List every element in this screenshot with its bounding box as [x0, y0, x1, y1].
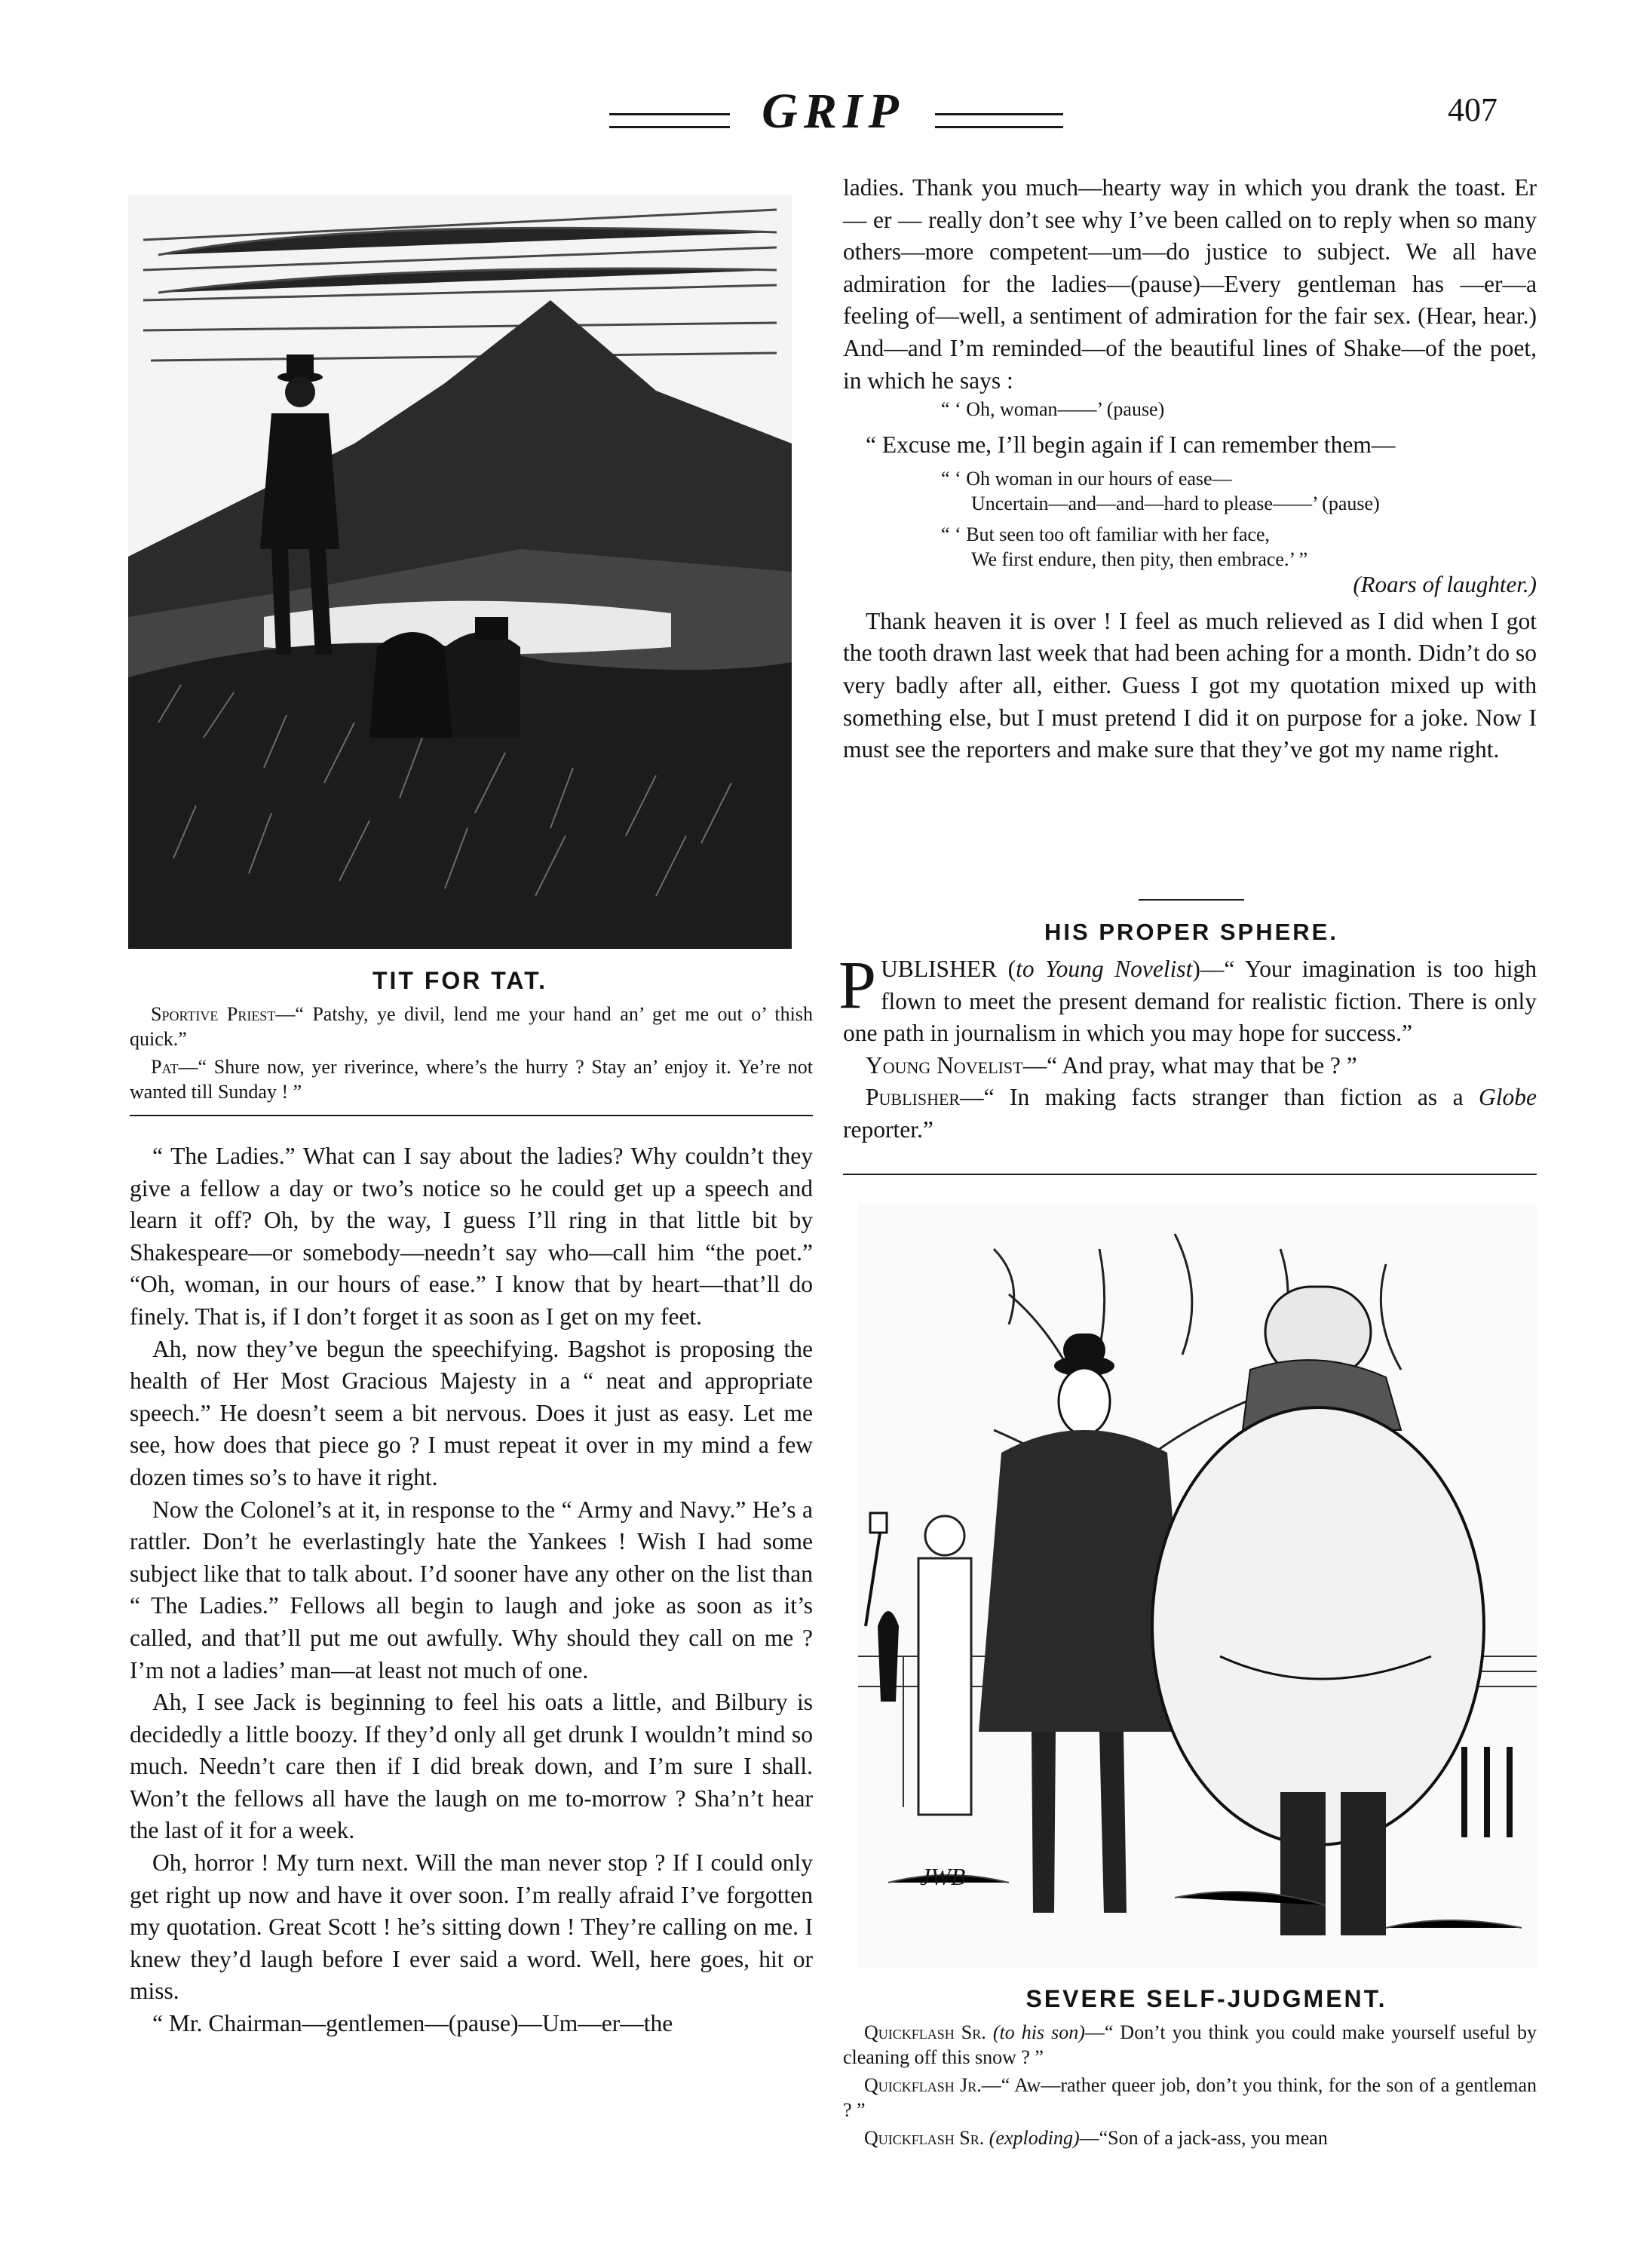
tit-for-tat-line-1	[130, 1002, 813, 1051]
his-proper-sphere-title: HIS PROPER SPHERE.	[1044, 919, 1338, 945]
divider-right-1	[1139, 899, 1244, 901]
left-paragraph-1: “ The Ladies.” What can I say about the ladies? Why couldn’t they give a fellow a day or two’s notice so he could get up a speech and learn it off? Oh, by the way, I guess I’ll ring in that little bit by Shakespeare—or somebody—needn’t say who—call him “the poet.” “Oh, woman, in our hours of ease.” I know that by heart—that’ll do finely. That is, if I don’t forget it as soon as I get on my feet.	[130, 1143, 813, 1330]
illustration-severe-self-judgment	[858, 1204, 1537, 1969]
masthead-title: GRIP	[762, 84, 905, 139]
self-judgment-drawing	[858, 1204, 1537, 1969]
illustration-tit-for-tat	[128, 195, 792, 949]
hps-paragraph-2	[843, 1050, 1537, 1082]
hps-p1-italic: to Young Novelist	[1016, 956, 1193, 982]
verse-2-line-1: “ ‘ Oh woman in our hours of ease—	[941, 467, 1232, 490]
left-paragraph-6: “ Mr. Chairman—gentlemen—(pause)—Um—er—the	[152, 2010, 673, 2037]
divider-right-2	[843, 1174, 1537, 1175]
tit-for-tat-title: TIT FOR TAT.	[372, 967, 548, 994]
tit-for-tat-dialogue	[130, 1002, 813, 1107]
verse-3-line-3: (Roars of laughter.)	[1353, 570, 1537, 597]
masthead-rule-left	[609, 113, 730, 128]
left-column	[130, 1140, 813, 2040]
verse-1	[843, 397, 1537, 422]
left-paragraph-4: Ah, I see Jack is beginning to feel his oats a little, and Bilbury is decidedly a little boozy. If they’d only all get drunk I wouldn’t mind so much. Needn’t care then if I did break down, and I’m sure I shall. Won’t the fellows all have the laugh on me to-morrow ? Sha’n’t hear the last of it for a week.	[130, 1689, 813, 1844]
tit-for-tat-drawing	[128, 195, 792, 949]
line-1-text: —“ Patshy, ye divil, lend me your hand an’ get me out o’ thish quick.”	[130, 1003, 813, 1050]
self-judgment-title: SEVERE SELF-JUDGMENT.	[1025, 1985, 1387, 2012]
verse-3-line-2: We first endure, then pity, then embrace.’ ”	[971, 548, 1308, 570]
speaker-quickflash-jr: Quickflash Jr.	[864, 2074, 982, 2096]
speaker-sportive-priest: Sportive Priest	[151, 1003, 276, 1025]
speaker-young-novelist: Young Novelist	[866, 1051, 1023, 1079]
signature-jwb: JWB	[920, 1863, 966, 1890]
left-paragraph-5: Oh, horror ! My turn next. Will the man never stop ? If I could only get right up now and have it over soon. I’m really afraid I’ve forgotten my quotation. Great Scott ! he’s sitting down ! They’re calling on me. I knew they’d laugh before I ever said a word. Well, here goes, hit or miss.	[130, 1849, 813, 2005]
hps-p1-b: )—“ Your imagination is too high flown to meet the present demand for realistic fiction. There is only one path in journalism in which you may hope for success.”	[843, 956, 1537, 1047]
self-judgment-dialogue	[843, 2020, 1537, 2153]
page-number: 407	[1448, 91, 1498, 128]
line-1-text: —“ Don’t you think you could make yourself useful by cleaning off this snow ? ”	[843, 2021, 1537, 2068]
speaker-pat: Pat	[151, 1056, 179, 1078]
right-column	[843, 172, 1537, 766]
verse-1-line: “ ‘ Oh, woman——’ (pause)	[941, 398, 1165, 421]
hps-paragraph-3	[843, 1082, 1537, 1146]
hps-p2-text: —“ And pray, what may that be ? ”	[1022, 1051, 1357, 1079]
self-judgment-line-3	[843, 2125, 1537, 2150]
tit-for-tat-line-2	[130, 1054, 813, 1104]
hps-paragraph-1	[838, 948, 1537, 1050]
right-paragraph-1: ladies. Thank you much—hearty way in which you drank the toast. Er — er — really don’t see why I’ve been called on to reply when so many others—more competent—um—do justice to subject. We all have admiration for the ladies—(pause)—Every gentleman has —er—a feeling of—well, a sentiment of admiration for the fair sex. (Hear, hear.) And—and I’m reminded—of the beautiful lines of Shake—of the poet, in which he says :	[843, 174, 1537, 394]
masthead	[0, 83, 1637, 151]
line-3-text: —“Son of a jack-ass, you mean	[1079, 2127, 1328, 2149]
divider-left-top	[130, 1115, 813, 1116]
drop-cap: P	[838, 948, 877, 1023]
right-paragraph-2: “ Excuse me, I’ll begin again if I can remember them—	[866, 431, 1396, 459]
hps-p3-a: —“ In making facts stranger than fiction as a	[960, 1084, 1479, 1111]
right-paragraph-3: Thank heaven it is over ! I feel as much relieved as I did when I got the tooth drawn last week that had been aching for a month. Didn’t do so very badly after all, either. Guess I got my quotation mixed up with something else, but I must pretend I did it on purpose for a joke. Now I must see the reporters and make sure that they’ve got my name right.	[843, 607, 1537, 763]
verse-2	[843, 466, 1537, 516]
line-1-italic: (to his son)	[992, 2021, 1085, 2043]
verse-2-line-2: Uncertain—and—and—hard to please——’ (pause)	[971, 492, 1380, 514]
left-paragraph-2: Ah, now they’ve begun the speechifying. Bagshot is proposing the health of Her Most Gracious Majesty in a “ neat and appropriate speech.” He doesn’t seem a bit nervous. Does it just as easy. Let me see, how does that piece go ? I must repeat it over in my mind a few dozen times so’s to have it right.	[130, 1335, 813, 1490]
speaker-publisher: Publisher	[866, 1084, 961, 1111]
hps-p3-italic: Globe	[1479, 1084, 1537, 1111]
line-2-text: —“ Aw—rather queer job, don’t you think, for the son of a gentleman ? ”	[843, 2074, 1537, 2121]
verse-3-line-1: “ ‘ But seen too oft familiar with her face,	[941, 523, 1271, 545]
left-paragraph-3: Now the Colonel’s at it, in response to the “ Army and Navy.” He’s a rattler. Don’t he everlastingly hate the Yankees ! Wish I had some subject like that to talk about. I’d sooner have any other on the list than “ The Ladies.” Fellows all begin to laugh and joke as soon as it’s called, and that’ll put me out awfully. Why should they call on me ? I’m not a ladies’ man—at least not much of one.	[130, 1496, 813, 1683]
speaker-quickflash-sr-2: Quickflash Sr.	[864, 2127, 985, 2149]
masthead-rule-right	[935, 113, 1063, 128]
verse-3	[843, 522, 1537, 597]
self-judgment-line-2	[843, 2073, 1537, 2122]
hps-p1-a: UBLISHER (	[881, 956, 1016, 982]
speaker-quickflash-sr: Quickflash Sr.	[864, 2021, 986, 2043]
line-3-italic: (exploding)	[989, 2127, 1080, 2149]
line-2-text: —“ Shure now, yer riverince, where’s the hurry ? Stay an’ enjoy it. Ye’re not wanted till Sunday ! ”	[130, 1056, 813, 1103]
hps-p3-b: reporter.”	[843, 1116, 933, 1143]
his-proper-sphere-text	[838, 948, 1537, 1146]
self-judgment-line-1	[843, 2020, 1537, 2070]
